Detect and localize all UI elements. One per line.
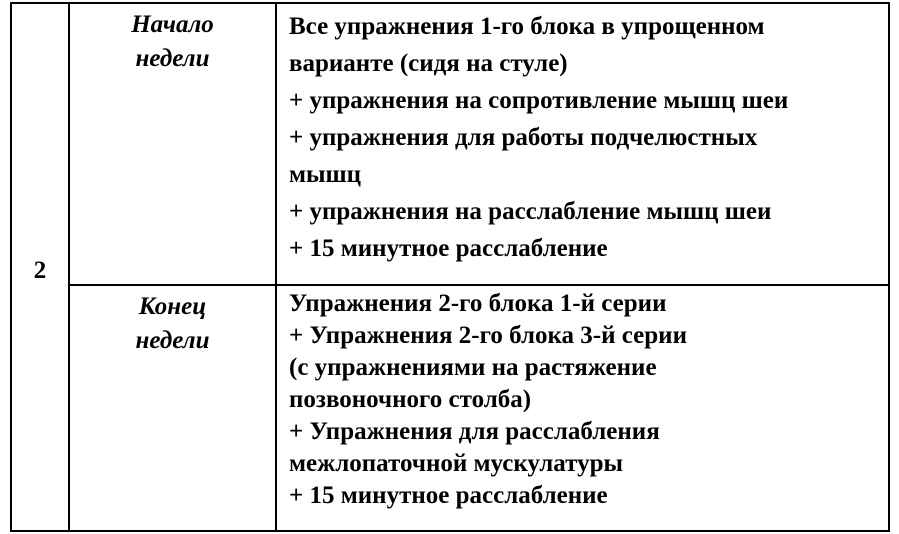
exercise-line: + упражнения для работы подчелюстных bbox=[289, 124, 758, 151]
exercise-line: (с упражнениями на растяжение bbox=[289, 354, 657, 381]
period-cell-end bbox=[69, 285, 276, 531]
exercise-line: + упражнения на сопротивление мышц шеи bbox=[289, 87, 789, 114]
exercise-table bbox=[10, 2, 890, 532]
exercise-line: позвоночного столба) bbox=[289, 386, 532, 413]
period-label-line: недели bbox=[135, 45, 210, 72]
exercise-line: + Упражнения для расслабления bbox=[289, 418, 660, 445]
period-label-line: недели bbox=[135, 327, 210, 354]
period-label-line: Конец bbox=[138, 293, 207, 320]
exercise-line: Все упражнения 1-го блока в упрощенном bbox=[289, 13, 765, 40]
period-label-line: Начало bbox=[131, 11, 214, 38]
period-cell-start bbox=[69, 3, 276, 285]
exercise-line: + упражнения на расслабление мышц шеи bbox=[289, 198, 772, 225]
exercise-line: межлопаточной мускулатуры bbox=[289, 450, 624, 477]
week-number-cell bbox=[11, 3, 69, 531]
exercise-list-end bbox=[276, 285, 889, 531]
exercise-line: + 15 минутное расслабление bbox=[289, 482, 608, 509]
table-row bbox=[11, 3, 889, 285]
exercise-line: + Упражнения 2-го блока 3-й серии bbox=[289, 322, 687, 349]
table-row bbox=[11, 285, 889, 531]
exercise-line: мышц bbox=[289, 161, 362, 188]
exercise-line: + 15 минутное расслабление bbox=[289, 235, 608, 262]
exercise-line: варианте (сидя на стуле) bbox=[289, 50, 568, 77]
exercise-line: Упражнения 2-го блока 1-й серии bbox=[289, 290, 667, 317]
exercise-list-start bbox=[276, 3, 889, 285]
week-number: 2 bbox=[33, 257, 47, 284]
